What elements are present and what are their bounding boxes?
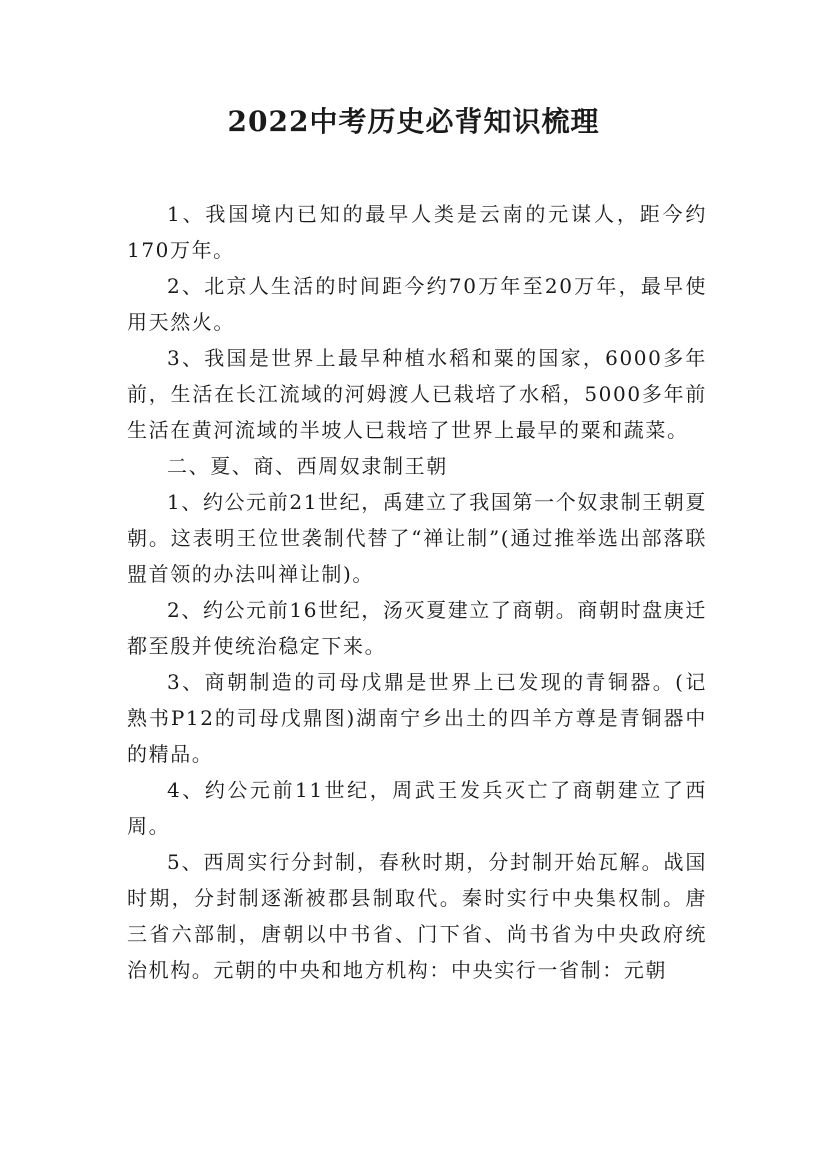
paragraph-1: 1、我国境内已知的最早人类是云南的元谋人，距今约170万年。 [127, 202, 707, 262]
document-body [127, 196, 707, 988]
paragraph-2: 2、北京人生活的时间距今约70万年至20万年，最早使用天然火。 [127, 274, 707, 334]
section-heading: 二、夏、商、西周奴隶制王朝 [167, 454, 448, 478]
paragraph-8: 5、西周实行分封制，春秋时期，分封制开始瓦解。战国时期，分封制逐渐被郡县制取代。秦时实行中央集权制。唐三省六部制，唐朝以中书省、门下省、尚书省为中央政府统治机构。元朝的中央和地方机构：中央实行一省制：元朝 [127, 850, 707, 982]
paragraph-3: 3、我国是世界上最早种植水稻和粟的国家，6000多年前，生活在长江流域的河姆渡人已栽培了水稻，5000多年前生活在黄河流域的半坡人已栽培了世界上最早的粟和蔬菜。 [127, 346, 707, 442]
document-title: 2022中考历史必背知识梳理 [227, 105, 600, 138]
paragraph-7: 4、约公元前11世纪，周武王发兵灭亡了商朝建立了西周。 [127, 778, 707, 838]
paragraph-6: 3、商朝制造的司母戊鼎是世界上已发现的青铜器。(记熟书P12的司母戊鼎图)湖南宁乡出土的四羊方尊是青铜器中的精品。 [127, 670, 707, 766]
paragraph-5: 2、约公元前16世纪，汤灭夏建立了商朝。商朝时盘庚迁都至殷并使统治稳定下来。 [127, 598, 707, 658]
paragraph-4: 1、约公元前21世纪，禹建立了我国第一个奴隶制王朝夏朝。这表明王位世袭制代替了“禅让制”(通过推举选出部落联盟首领的办法叫禅让制)。 [127, 490, 707, 586]
